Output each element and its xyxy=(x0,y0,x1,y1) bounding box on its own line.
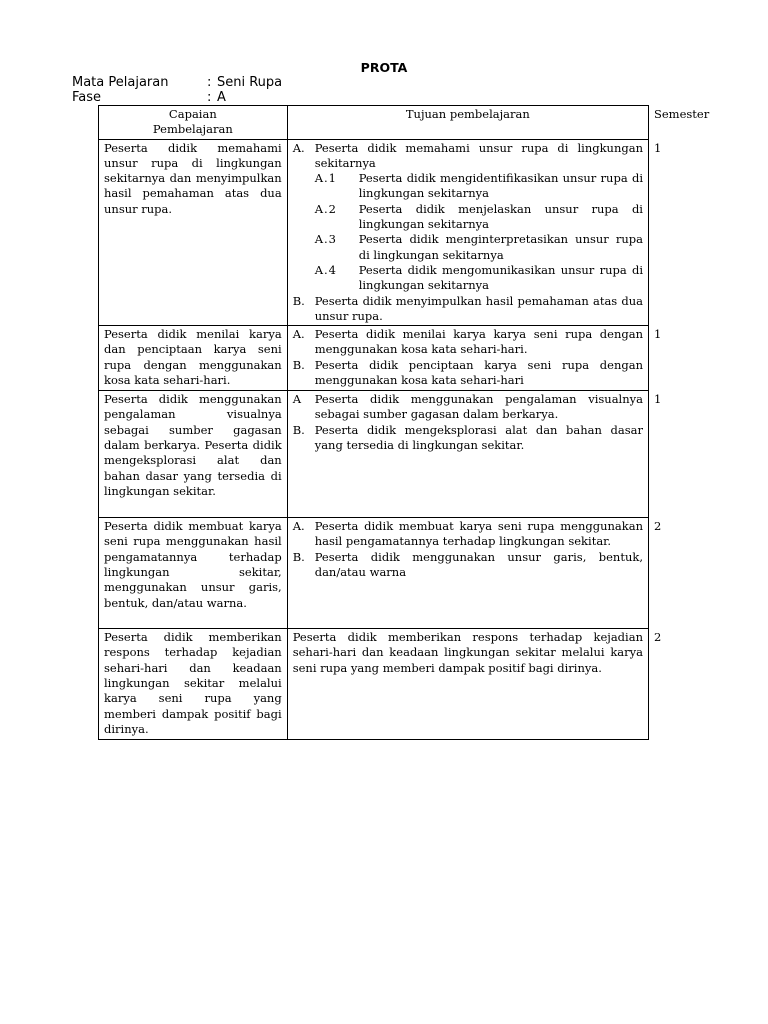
tujuan-cell xyxy=(287,518,648,629)
item-marker: B. xyxy=(292,549,305,564)
table-row: Peserta didik membuat karya seni rupa menggunakan hasil pengamatannya terhadap lingkungan sekitar, menggunakan unsur garis, bentuk, dan/atau warna. A. Peserta didik membuat karya seni rupa menggunakan hasil pengamatannya terhadap lingkungan sekitar. B. Peserta didik menggunakan unsur garis, bentuk, dan/atau warna 2 xyxy=(99,518,649,629)
tujuan-cell xyxy=(287,629,648,740)
capaian-cell: Peserta didik membuat karya seni rupa menggunakan hasil pengamatannya terhadap lingkungan sekitar, menggunakan unsur garis, bentuk, dan/atau warna. xyxy=(99,518,288,629)
sub-item-marker: A.2 xyxy=(314,201,337,216)
list-item xyxy=(293,294,643,325)
item-marker: A. xyxy=(292,519,305,534)
item-text: Peserta didik menyimpulkan hasil pemahaman atas dua unsur rupa. xyxy=(314,293,643,323)
list-item xyxy=(293,550,643,581)
tujuan-cell xyxy=(287,326,648,391)
phase-label: Fase xyxy=(72,90,102,105)
item-marker: A. xyxy=(292,140,305,155)
phase-separator: : xyxy=(207,90,212,105)
document-title: PROTA xyxy=(360,60,408,75)
item-marker: B. xyxy=(292,357,305,372)
prota-table xyxy=(98,105,710,740)
item-text: Peserta didik menggunakan pengalaman visualnya sebagai sumber gagasan dalam berkarya. xyxy=(314,392,643,422)
sub-list-item xyxy=(293,232,643,263)
header-capaian-text: Capaian Pembelajaran xyxy=(152,107,233,137)
sub-item-marker: A.3 xyxy=(314,232,337,247)
item-marker: B. xyxy=(292,293,305,308)
table-row: Peserta didik memberikan respons terhadap kejadian sehari-hari dan keadaan lingkungan sekitar melalui karya seni rupa yang memberi dampak positif bagi dirinya. Peserta didik memberikan respons terhadap kejadian sehari-hari dan keadaan lingkungan sekitar melalui karya seni rupa yang memberi dampak positif bagi dirinya. 2 xyxy=(99,629,649,740)
sub-item-text: Peserta didik menjelaskan unsur rupa di lingkungan sekitarnya xyxy=(358,201,643,232)
phase-row xyxy=(72,90,226,105)
table-row: Peserta didik memahami unsur rupa di lingkungan sekitarnya dan menyimpulkan hasil pemahaman atas dua unsur rupa. A. Peserta didik memahami unsur rupa di lingkungan sekitarnya A.1 Peserta didik mengidentifikasikan unsur rupa di lingkungan sekitarnya A.2 Peserta didik menjelaskan unsur rupa di lingkungan sekitarnya A.3 Peserta didik menginterpretasikan unsur rupa di lingkungan sekitarnya A.4 Peserta didik mengomunikasikan unsur rupa di lingkungan sekitarnya B. Peserta didik menyimpulkan hasil pemahaman atas dua unsur rupa. 1 xyxy=(99,139,649,326)
header-tujuan: Tujuan pembelajaran xyxy=(287,106,648,140)
tujuan-text: Peserta didik memberikan respons terhadap kejadian sehari-hari dan keadaan lingkungan sekitar melalui karya seni rupa yang memberi dampak positif bagi dirinya. xyxy=(292,630,643,675)
list-item xyxy=(293,392,643,423)
sub-list-item xyxy=(293,171,643,202)
list-item xyxy=(293,358,643,389)
item-text: Peserta didik penciptaan karya seni rupa dengan menggunakan kosa kata sehari-hari xyxy=(314,357,643,388)
item-text: Peserta didik memahami unsur rupa di lingkungan sekitarnya xyxy=(314,140,643,170)
item-text: Peserta didik membuat karya seni rupa menggunakan hasil pengamatannya terhadap lingkungan sekitar. xyxy=(314,519,643,549)
list-item xyxy=(293,141,643,172)
item-marker: A xyxy=(292,392,302,407)
list-item xyxy=(293,327,643,358)
sub-item-marker: A.1 xyxy=(314,171,337,186)
tujuan-cell xyxy=(287,139,648,326)
item-text: Peserta didik menggunakan unsur garis, bentuk, dan/atau warna xyxy=(314,549,643,580)
capaian-cell: Peserta didik menggunakan pengalaman visualnya sebagai sumber gagasan dalam berkarya. Peserta didik mengeksplorasi alat dan bahan dasar yang tersedia di lingkungan sekitar. xyxy=(99,391,288,518)
item-marker: A. xyxy=(292,327,305,342)
sub-item-text: Peserta didik mengomunikasikan unsur rupa di lingkungan sekitarnya xyxy=(358,262,643,293)
capaian-cell: Peserta didik memberikan respons terhadap kejadian sehari-hari dan keadaan lingkungan sekitar melalui karya seni rupa yang memberi dampak positif bagi dirinya. xyxy=(99,629,288,740)
sub-item-marker: A.4 xyxy=(314,262,337,277)
table-row: Peserta didik menilai karya dan penciptaan karya seni rupa dengan menggunakan kosa kata sehari-hari. A. Peserta didik menilai karya karya seni rupa dengan menggunakan kosa kata sehari-hari. B. Peserta didik penciptaan karya seni rupa dengan menggunakan kosa kata sehari-hari 1 xyxy=(99,326,649,391)
header-capaian xyxy=(99,106,288,140)
list-item xyxy=(293,423,643,454)
subject-label: Mata Pelajaran xyxy=(72,75,169,90)
table-header-row: Capaian Pembelajaran Tujuan pembelajaran Semester xyxy=(99,106,649,140)
subject-row xyxy=(72,75,282,90)
sub-list-item xyxy=(293,202,643,233)
item-text: Peserta didik mengeksplorasi alat dan bahan dasar yang tersedia di lingkungan sekitar. xyxy=(314,422,643,453)
list-item xyxy=(293,519,643,550)
capaian-cell: Peserta didik memahami unsur rupa di lingkungan sekitarnya dan menyimpulkan hasil pemahaman atas dua unsur rupa. xyxy=(99,139,288,326)
subject-value: Seni Rupa xyxy=(217,75,283,90)
sub-item-text: Peserta didik mengidentifikasikan unsur rupa di lingkungan sekitarnya xyxy=(358,171,643,201)
tujuan-cell xyxy=(287,391,648,518)
phase-value: A xyxy=(217,90,226,105)
capaian-cell: Peserta didik menilai karya dan penciptaan karya seni rupa dengan menggunakan kosa kata sehari-hari. xyxy=(99,326,288,391)
sub-item-text: Peserta didik menginterpretasikan unsur rupa di lingkungan sekitarnya xyxy=(358,232,643,262)
table-row: Peserta didik menggunakan pengalaman visualnya sebagai sumber gagasan dalam berkarya. Peserta didik mengeksplorasi alat dan bahan dasar yang tersedia di lingkungan sekitar. A Peserta didik menggunakan pengalaman visualnya sebagai sumber gagasan dalam berkarya. B. Peserta didik mengeksplorasi alat dan bahan dasar yang tersedia di lingkungan sekitar. 1 xyxy=(99,391,649,518)
sub-list-item xyxy=(293,263,643,294)
item-text: Peserta didik menilai karya karya seni rupa dengan menggunakan kosa kata sehari-hari. xyxy=(314,327,643,357)
subject-separator: : xyxy=(207,75,212,90)
item-marker: B. xyxy=(292,422,305,437)
